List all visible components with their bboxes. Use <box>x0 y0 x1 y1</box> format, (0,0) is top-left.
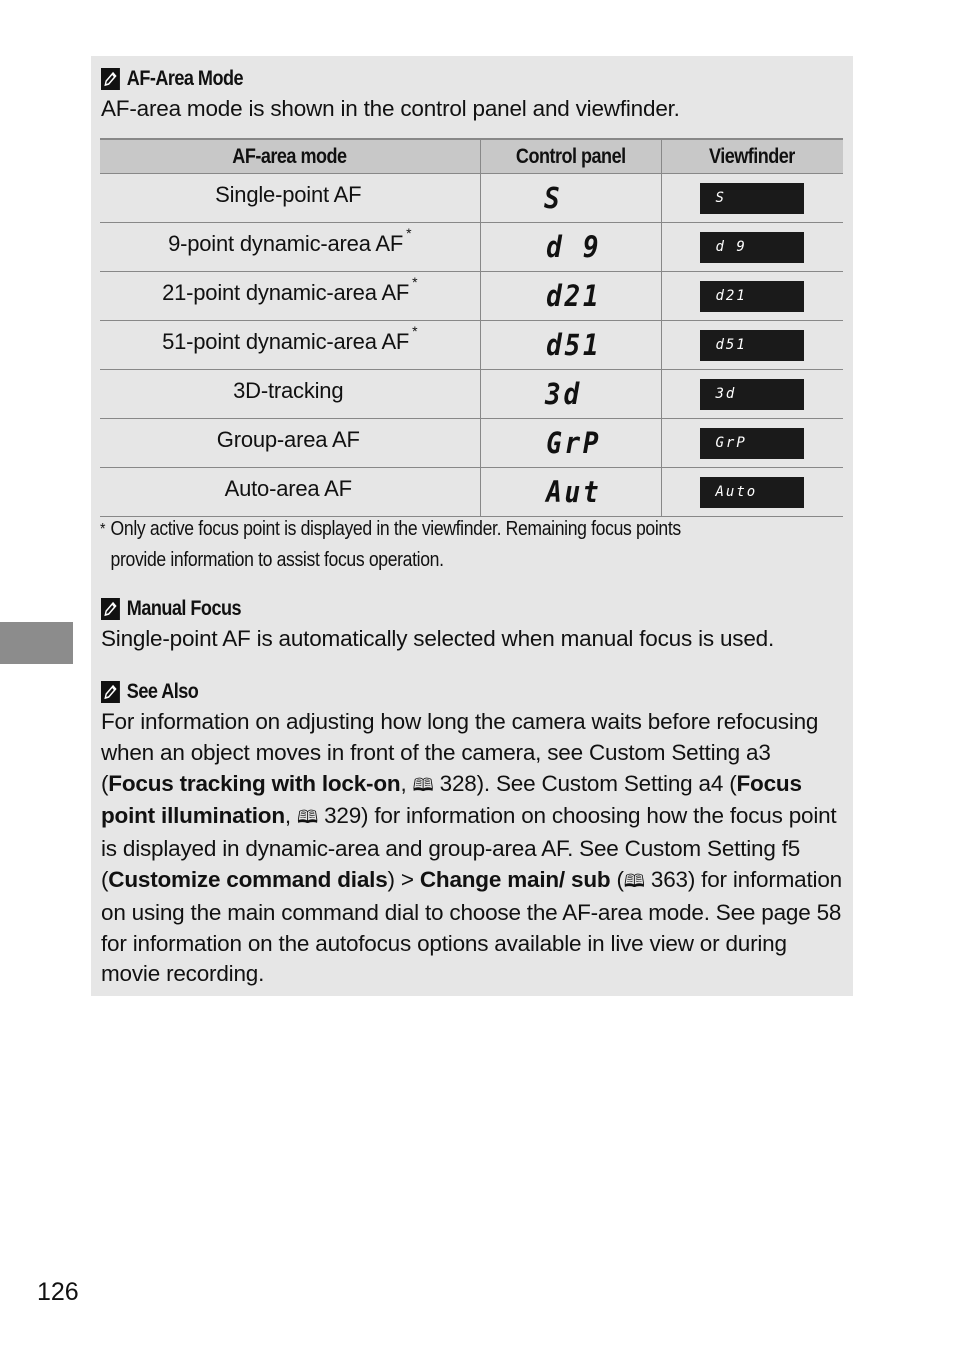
control-panel-cell: S <box>480 174 661 223</box>
mode-cell: 3D-tracking <box>100 370 480 419</box>
af-area-heading <box>101 66 243 92</box>
footnote-mark: * <box>100 521 106 538</box>
table-row <box>100 468 843 517</box>
table-row <box>100 419 843 468</box>
table-header-row <box>100 139 843 174</box>
column-header: Viewfinder <box>661 139 843 174</box>
focus-point-illumination-link: Focus point illumination <box>101 770 802 829</box>
viewfinder-cell <box>661 223 843 272</box>
viewfinder-display: Auto <box>700 477 804 508</box>
table-row <box>100 370 843 419</box>
control-panel-cell: d21 <box>480 272 661 321</box>
change-main-sub-link: Change main/ sub <box>419 866 611 892</box>
control-panel-cell: d51 <box>480 321 661 370</box>
footnote-text: Only active focus point is displayed in the viewfinder. Remaining focus points provide information to assist focus operation. <box>110 518 681 571</box>
customize-command-dials-link: Customize command dials <box>108 866 388 892</box>
viewfinder-display: 3d <box>700 379 804 410</box>
mode-cell: Auto-area AF <box>100 468 480 517</box>
page-number: 126 <box>37 1278 79 1306</box>
viewfinder-display: S <box>700 183 804 214</box>
viewfinder-cell <box>661 272 843 321</box>
viewfinder-display: d21 <box>700 281 804 312</box>
viewfinder-display: d51 <box>700 330 804 361</box>
table-row <box>100 272 843 321</box>
control-panel-cell: Aut <box>480 468 661 517</box>
pencil-icon <box>101 68 120 90</box>
see-also-heading <box>101 679 198 705</box>
table-row <box>100 174 843 223</box>
manual-focus-heading <box>101 596 241 622</box>
book-icon: 🕮 <box>412 774 434 796</box>
pencil-icon <box>101 681 120 703</box>
viewfinder-cell <box>661 468 843 517</box>
mode-cell: 51-point dynamic-area AF * <box>100 321 480 370</box>
viewfinder-cell <box>661 419 843 468</box>
focus-tracking-link: Focus tracking with lock-on <box>108 770 401 796</box>
mode-cell: Group-area AF <box>100 419 480 468</box>
mode-cell: 9-point dynamic-area AF * <box>100 223 480 272</box>
see-also-text: For information on adjusting how long the camera waits before refocusing when an object moves in front of the camera, see Custom Setting a3 (Focus tracking with lock-on, 🕮 328). See Custom Setting a4 (Focus point illumination, 🕮 329) for information on choosing how the focus point is displayed in dynamic-area and group-area AF. See Custom Setting f5 (Customize command dials) > Change main/ sub (🕮 363) for information on using the main command dial to choose the AF-area mode. See page 58 for information on the autofocus options available in live view or during movie recording. <box>101 709 842 987</box>
viewfinder-cell <box>661 321 843 370</box>
viewfinder-display: d 9 <box>700 232 804 263</box>
see-also-title: See Also <box>126 680 199 703</box>
column-header: AF-area mode <box>100 139 480 174</box>
mode-cell: Single-point AF <box>100 174 480 223</box>
manual-focus-text: Single-point AF is automatically selected when manual focus is used. <box>101 626 775 651</box>
table-footnote <box>100 514 734 576</box>
book-icon: 🕮 <box>623 870 645 892</box>
viewfinder-cell <box>661 370 843 419</box>
manual-focus-title: Manual Focus <box>126 597 242 620</box>
book-icon: 🕮 <box>296 807 319 829</box>
chapter-tab <box>0 622 73 664</box>
column-header: Control panel <box>480 139 661 174</box>
control-panel-cell: d 9 <box>480 223 661 272</box>
af-area-intro: AF-area mode is shown in the control panel and viewfinder. <box>101 96 680 121</box>
pencil-icon <box>101 598 120 620</box>
af-area-table <box>100 138 843 517</box>
table-row <box>100 321 843 370</box>
af-area-title: AF-Area Mode <box>126 67 244 90</box>
control-panel-cell: GrP <box>480 419 661 468</box>
control-panel-cell: 3d <box>480 370 661 419</box>
viewfinder-cell <box>661 174 843 223</box>
table-row <box>100 223 843 272</box>
mode-cell: 21-point dynamic-area AF * <box>100 272 480 321</box>
viewfinder-display: GrP <box>700 428 804 459</box>
